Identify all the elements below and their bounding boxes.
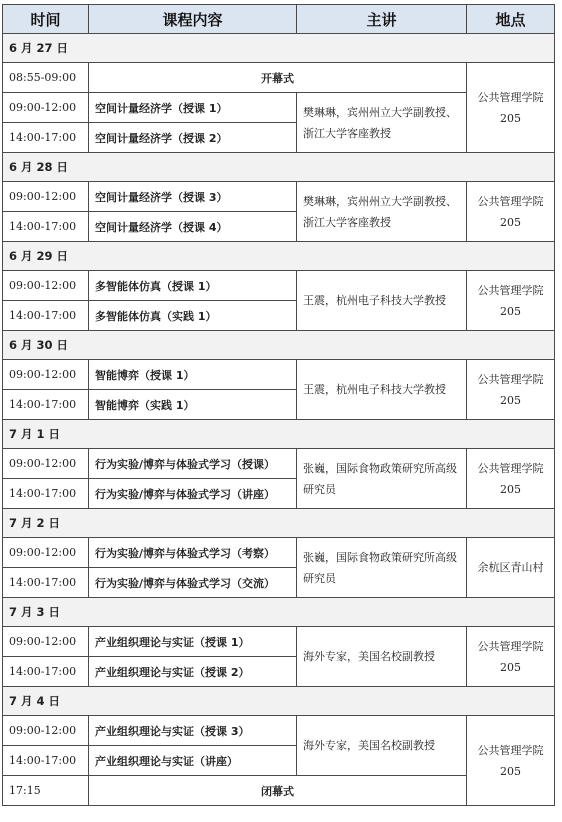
header-speaker: 主讲 <box>297 5 467 34</box>
day-label: 6 月 28 日 <box>3 153 555 182</box>
course-cell: 空间计量经济学（授课 2） <box>89 123 297 153</box>
header-time: 时间 <box>3 5 89 34</box>
table-row <box>3 360 555 390</box>
time-cell: 09:00-12:00 <box>3 271 89 301</box>
course-cell: 多智能体仿真（实践 1） <box>89 301 297 331</box>
course-cell: 行为实验/博弈与体验式学习（授课） <box>89 449 297 479</box>
course-cell: 空间计量经济学（授课 4） <box>89 212 297 242</box>
table-row <box>3 627 555 657</box>
day-label: 7 月 2 日 <box>3 509 555 538</box>
table-row <box>3 182 555 212</box>
table-row <box>3 538 555 568</box>
location-cell: 余杭区青山村 <box>467 538 555 598</box>
location-cell: 公共管理学院 205 <box>467 627 555 687</box>
time-cell: 09:00-12:00 <box>3 360 89 390</box>
time-cell: 14:00-17:00 <box>3 657 89 687</box>
course-cell: 产业组织理论与实证（讲座） <box>89 746 297 776</box>
speaker-cell: 海外专家，美国名校副教授 <box>297 627 467 687</box>
time-cell: 09:00-12:00 <box>3 627 89 657</box>
course-cell: 多智能体仿真（授课 1） <box>89 271 297 301</box>
header-location: 地点 <box>467 5 555 34</box>
time-cell: 14:00-17:00 <box>3 301 89 331</box>
time-cell: 14:00-17:00 <box>3 746 89 776</box>
speaker-cell: 张巍，国际食物政策研究所高级研究员 <box>297 538 467 598</box>
location-cell: 公共管理学院 205 <box>467 449 555 509</box>
day-label: 7 月 3 日 <box>3 598 555 627</box>
schedule-table <box>2 4 555 806</box>
location-cell: 公共管理学院 205 <box>467 182 555 242</box>
day-label: 6 月 30 日 <box>3 331 555 360</box>
time-cell: 09:00-12:00 <box>3 716 89 746</box>
speaker-cell: 张巍，国际食物政策研究所高级研究员 <box>297 449 467 509</box>
table-row <box>3 716 555 746</box>
location-cell: 公共管理学院 205 <box>467 271 555 331</box>
speaker-cell: 樊琳琳，宾州州立大学副教授、浙江大学客座教授 <box>297 93 467 153</box>
time-cell: 17:15 <box>3 776 89 806</box>
table-row <box>3 63 555 93</box>
course-cell: 行为实验/博弈与体验式学习（交流） <box>89 568 297 598</box>
day-label: 7 月 1 日 <box>3 420 555 449</box>
location-cell: 公共管理学院 205 <box>467 716 555 806</box>
course-cell: 行为实验/博弈与体验式学习（讲座） <box>89 479 297 509</box>
time-cell: 14:00-17:00 <box>3 479 89 509</box>
course-cell: 行为实验/博弈与体验式学习（考察） <box>89 538 297 568</box>
day-row <box>3 420 555 449</box>
time-cell: 09:00-12:00 <box>3 449 89 479</box>
schedule-container <box>2 4 554 806</box>
time-cell: 08:55-09:00 <box>3 63 89 93</box>
course-cell: 产业组织理论与实证（授课 3） <box>89 716 297 746</box>
day-row <box>3 242 555 271</box>
time-cell: 14:00-17:00 <box>3 123 89 153</box>
time-cell: 14:00-17:00 <box>3 212 89 242</box>
day-row <box>3 687 555 716</box>
speaker-cell: 王震，杭州电子科技大学教授 <box>297 271 467 331</box>
opening-ceremony: 开幕式 <box>89 63 467 93</box>
speaker-cell: 海外专家，美国名校副教授 <box>297 716 467 776</box>
time-cell: 14:00-17:00 <box>3 390 89 420</box>
day-row <box>3 598 555 627</box>
header-course: 课程内容 <box>89 5 297 34</box>
day-label: 7 月 4 日 <box>3 687 555 716</box>
time-cell: 14:00-17:00 <box>3 568 89 598</box>
course-cell: 空间计量经济学（授课 1） <box>89 93 297 123</box>
table-header-row <box>3 5 555 34</box>
day-row <box>3 34 555 63</box>
day-label: 6 月 27 日 <box>3 34 555 63</box>
table-row <box>3 449 555 479</box>
table-row <box>3 271 555 301</box>
location-cell: 公共管理学院 205 <box>467 63 555 153</box>
day-row <box>3 153 555 182</box>
closing-ceremony: 闭幕式 <box>89 776 467 806</box>
course-cell: 产业组织理论与实证（授课 2） <box>89 657 297 687</box>
day-label: 6 月 29 日 <box>3 242 555 271</box>
course-cell: 智能博弈（实践 1） <box>89 390 297 420</box>
time-cell: 09:00-12:00 <box>3 538 89 568</box>
course-cell: 空间计量经济学（授课 3） <box>89 182 297 212</box>
time-cell: 09:00-12:00 <box>3 93 89 123</box>
speaker-cell: 王震，杭州电子科技大学教授 <box>297 360 467 420</box>
time-cell: 09:00-12:00 <box>3 182 89 212</box>
location-cell: 公共管理学院 205 <box>467 360 555 420</box>
day-row <box>3 509 555 538</box>
course-cell: 产业组织理论与实证（授课 1） <box>89 627 297 657</box>
speaker-cell: 樊琳琳，宾州州立大学副教授、浙江大学客座教授 <box>297 182 467 242</box>
day-row <box>3 331 555 360</box>
course-cell: 智能博弈（授课 1） <box>89 360 297 390</box>
